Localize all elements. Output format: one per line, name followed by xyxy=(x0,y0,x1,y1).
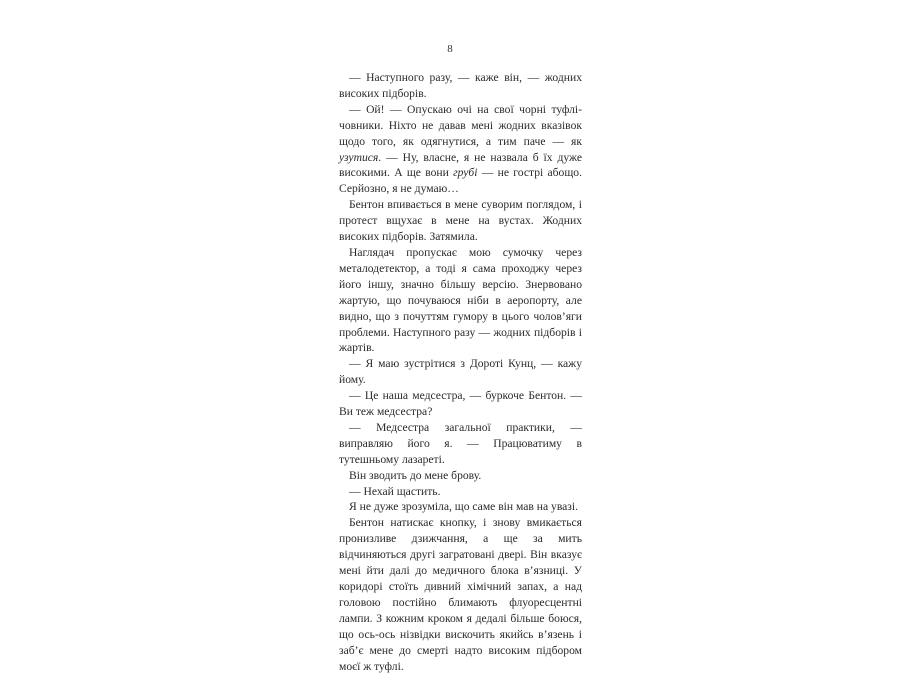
paragraph: — Це наша медсестра, — буркоче Бентон. — Ви теж медсестра? xyxy=(339,389,582,419)
page-number: 8 xyxy=(447,43,453,55)
italic-run: узутися xyxy=(339,150,379,164)
paragraph: Я не дуже зрозуміла, що саме він мав на увазі. xyxy=(349,500,578,514)
paragraph: Наглядач пропускає мою сумочку через металодетектор, а тоді я сама проходжу через його іншу, значно більшу версію. Знервовано жартую, що почуваюся ніби в аеропорту, але видно, що з почуттям гумору в цього чолов’яги проблеми. Наступного разу — жодних підборів і жартів. xyxy=(339,245,582,355)
paragraph: — Наступного разу, — каже він, — жодних високих підборів. xyxy=(339,71,582,100)
paragraph: — Нехай щастить. xyxy=(349,484,441,498)
paragraph: Він зводить до мене брову. xyxy=(349,468,482,482)
paragraph: — Медсестра загальної практики, — виправляю його я. — Працюватиму в тутешньому лазареті. xyxy=(339,420,582,466)
paragraph: Бентон натискає кнопку, і знову вмикається пронизливе дзижчання, а ще за мить відчиняються другі загратовані двері. Він вказує мені йти далі до медичного блока в’язниці. У коридорі стоїть дивний хімічний запах, а над головою постійно блимають флуоресцентні лампи. З кожним кроком я дедалі більше боюся, що ось-ось нізвідки вискочить якийсь в’язень і заб’є мене до смерті надто високим підбором моєї ж туфлі. xyxy=(339,516,582,673)
paragraph xyxy=(339,102,582,197)
body-text xyxy=(339,70,582,674)
text-run: . — Ну, власне, я не назвала б їх дуже високими. А ще вони xyxy=(339,150,582,180)
text-run: — не гострі абощо. Серйозно, я не думаю… xyxy=(339,166,582,196)
paragraph: — Я маю зустрітися з Дороті Кунц, — кажу йому. xyxy=(339,357,582,387)
text-run: — Ой! — Опускаю очі на свої чорні туфлі-човники. Ніхто не давав мені жодних вказівок щодо того, як одягнутися, а тим паче — як xyxy=(339,102,582,148)
italic-run: грубі xyxy=(453,166,478,180)
paragraph: Бентон впивається в мене суворим поглядом, і протест вщухає в мене на вустах. Жодних високих підборів. Затямила. xyxy=(339,198,582,244)
